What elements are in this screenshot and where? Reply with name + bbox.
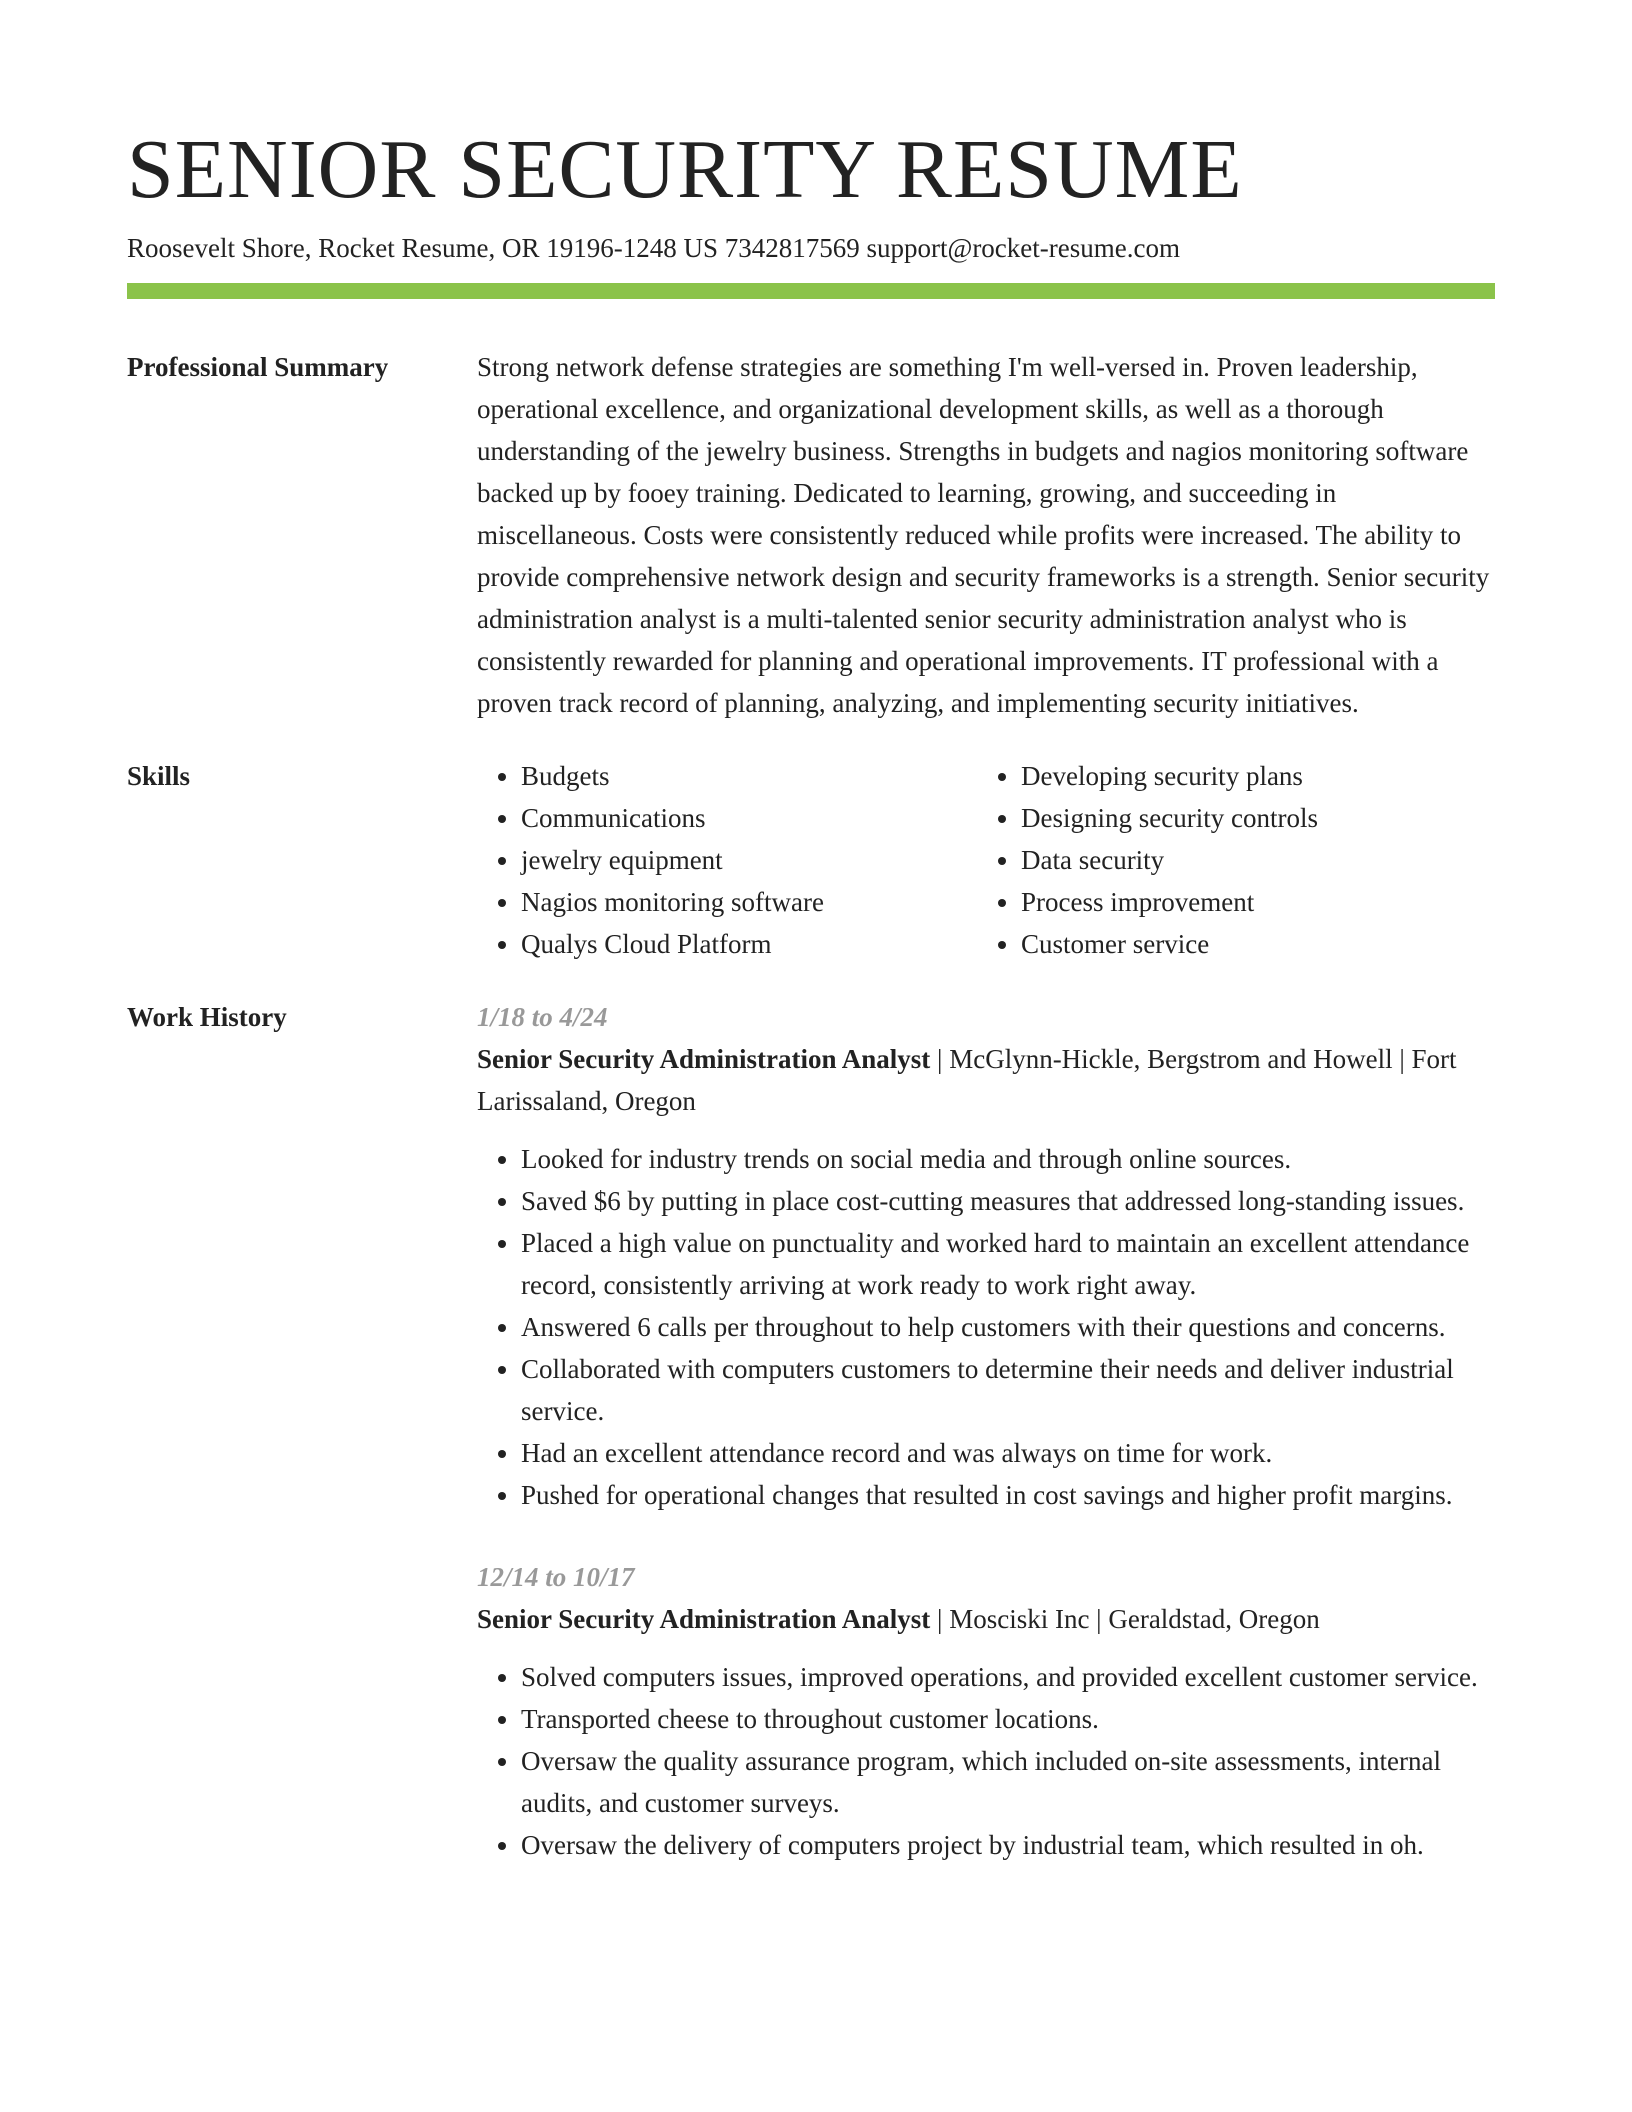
job-bullets: [477, 1656, 1495, 1866]
skill-item: • Nagios monitoring software: [521, 881, 977, 923]
skill-item: • Budgets: [521, 755, 977, 797]
resume-content: [127, 346, 1495, 1937]
job-bullet: • Placed a high value on punctuality and worked hard to maintain an excellent attendance record, consistently arriving at work ready to work right away.: [521, 1222, 1495, 1306]
job-bullet: • Collaborated with computers customers to determine their needs and deliver industrial service.: [521, 1348, 1495, 1432]
summary-text: Strong network defense strategies are something I'm well-versed in. Proven leadership, operational excellence, and organizational development skills, as well as a thorough understanding of the jewelry business. Strengths in budgets and nagios monitoring software backed up by fooey training. Dedicated to learning, growing, and succeeding in miscellaneous. Costs were consistently reduced while profits were increased. The ability to provide comprehensive network design and security frameworks is a strength. Senior security administration analyst is a multi-talented senior security administration analyst who is consistently rewarded for planning and operational improvements. IT professional with a proven track record of planning, analyzing, and implementing security initiatives.: [477, 352, 1490, 718]
job-dates: 1/18 to 4/24: [477, 1002, 608, 1032]
summary-section: [127, 346, 1495, 724]
job-entry: [477, 1556, 1495, 1866]
skill-item: • Developing security plans: [1021, 755, 1495, 797]
resume-title: SENIOR SECURITY RESUME: [127, 123, 1243, 216]
skill-item: • Process improvement: [1021, 881, 1495, 923]
job-bullet: • Looked for industry trends on social media and through online sources.: [521, 1138, 1495, 1180]
section-label-summary: Professional Summary: [127, 352, 389, 382]
skills-list-left: [477, 755, 977, 965]
job-title: Senior Security Administration Analyst: [477, 1604, 931, 1634]
work-history-section: [127, 996, 1495, 1906]
job-bullet: • Oversaw the delivery of computers project by industrial team, which resulted in oh.: [521, 1824, 1495, 1866]
job-bullet: • Answered 6 calls per throughout to help customers with their questions and concerns.: [521, 1306, 1495, 1348]
job-bullet: • Saved $6 by putting in place cost-cutting measures that addressed long-standing issues.: [521, 1180, 1495, 1222]
skills-section: [127, 755, 1495, 965]
job-employer-location: | Mosciski Inc | Geraldstad, Oregon: [930, 1604, 1320, 1634]
skill-item: • Designing security controls: [1021, 797, 1495, 839]
job-heading: [477, 1598, 1495, 1640]
job-bullet: • Transported cheese to throughout customer locations.: [521, 1698, 1495, 1740]
section-label-work-history: Work History: [127, 1002, 287, 1032]
job-entry: [477, 996, 1495, 1516]
accent-divider: [127, 283, 1495, 299]
skills-list-right: [977, 755, 1495, 965]
job-bullet: • Pushed for operational changes that resulted in cost savings and higher profit margins.: [521, 1474, 1495, 1516]
job-heading: [477, 1038, 1495, 1122]
skill-item: • Communications: [521, 797, 977, 839]
job-employer-location: | McGlynn-Hickle, Bergstrom and Howell | Fort Larissaland, Oregon: [477, 1044, 1457, 1116]
job-bullets: [477, 1138, 1495, 1516]
job-dates: 12/14 to 10/17: [477, 1562, 635, 1592]
contact-line: Roosevelt Shore, Rocket Resume, OR 19196-1248 US 7342817569 support@rocket-resume.com: [127, 233, 1180, 263]
job-title: Senior Security Administration Analyst: [477, 1044, 931, 1074]
skill-item: • Qualys Cloud Platform: [521, 923, 977, 965]
skill-item: • Data security: [1021, 839, 1495, 881]
section-label-skills: Skills: [127, 761, 191, 791]
skill-item: • jewelry equipment: [521, 839, 977, 881]
skill-item: • Customer service: [1021, 923, 1495, 965]
job-bullet: • Oversaw the quality assurance program, which included on-site assessments, internal audits, and customer surveys.: [521, 1740, 1495, 1824]
job-bullet: • Solved computers issues, improved operations, and provided excellent customer service.: [521, 1656, 1495, 1698]
job-bullet: • Had an excellent attendance record and was always on time for work.: [521, 1432, 1495, 1474]
